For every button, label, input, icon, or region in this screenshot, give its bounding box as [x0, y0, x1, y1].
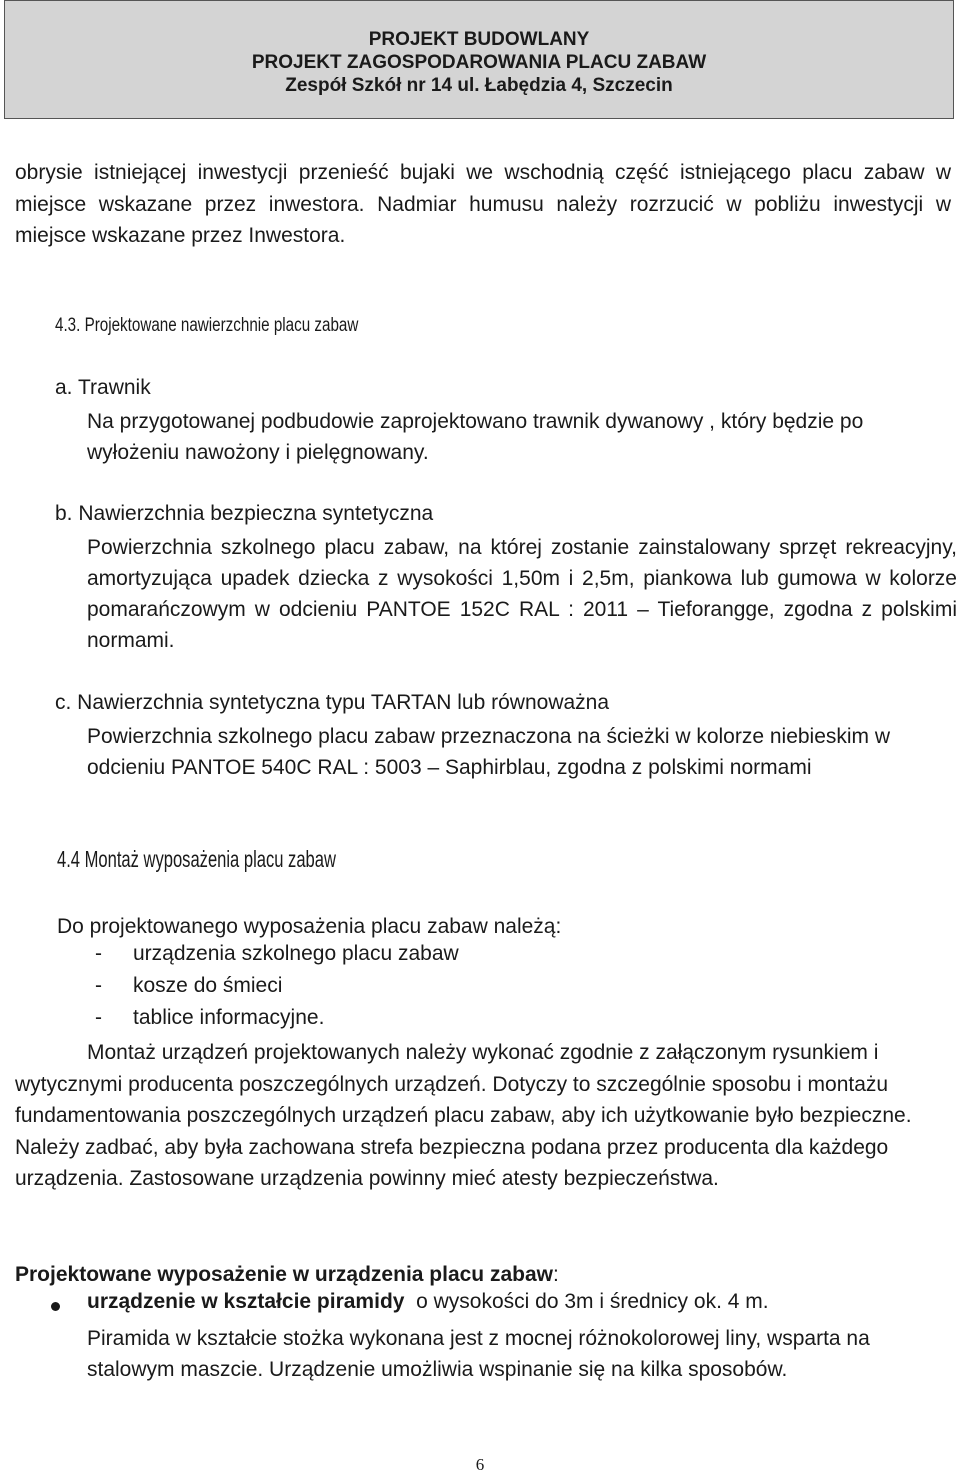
bullet-icon — [51, 1302, 60, 1311]
item-a-body: Na przygotowanej podbudowie zaprojektowano trawnik dywanowy , który będzie po wyłożeniu nawożony i pielęgnowany. — [87, 410, 864, 464]
equipment-intro: Do projektowanego wyposażenia placu zabaw należą: — [57, 915, 562, 938]
item-b-body: Powierzchnia szkolnego placu zabaw, na której zostanie zainstalowany sprzęt rekreacyjny, amortyzująca upadek dziecka z wysokości 1,50m i 2,5m, piankowa lub gumowa w kolorze pomarańczowym w odcieniu PANTOE 152C RAL : 2011 – Tieforangge, zgodna z polskimi normami. — [87, 536, 957, 652]
list-item: - kosze do śmieci — [95, 974, 283, 997]
item-c-body: Powierzchnia szkolnego placu zabaw przeznaczona na ścieżki w kolorze niebieskim w odcieniu PANTOE 540C RAL : 5003 – Saphirblau, zgodna z polskimi normami — [87, 725, 891, 779]
list-item-text: kosze do śmieci — [133, 974, 283, 997]
equipment-heading-colon: : — [553, 1263, 559, 1286]
equipment-heading-text: Projektowane wyposażenie w urządzenia placu zabaw — [15, 1263, 553, 1286]
header-line-3: Zespół Szkół nr 14 ul. Łabędzia 4, Szczecin — [285, 75, 673, 96]
bullet-body: Piramida w kształcie stożka wykonana jest z mocnej różnokolorowej liny, wsparta na stalowym maszcie. Urządzenie umożliwia wspinanie się na kilka sposobów. — [87, 1327, 870, 1381]
list-item: - urządzenia szkolnego placu zabaw — [95, 942, 459, 965]
bullet-title-bold: urządzenie w kształcie piramidy — [87, 1290, 405, 1313]
intro-paragraph: obrysie istniejącej inwestycji przenieść bujaki we wschodnią część istniejącego placu zabaw w miejsce wskazane przez inwestora. Nadmiar humusu należy rozrzucić w pobliżu inwestycji w miejsce wskazane przez Inwestora. — [15, 161, 951, 247]
section-4-3-title: 4.3. Projektowane nawierzchnie placu zabaw — [55, 315, 359, 336]
bullet-title-rest: o wysokości do 3m i średnicy ok. 4 m. — [404, 1290, 769, 1313]
list-item: - tablice informacyjne. — [95, 1006, 325, 1029]
header-line-1: PROJEKT BUDOWLANY — [368, 29, 590, 50]
list-item-text: urządzenia szkolnego placu zabaw — [133, 942, 459, 965]
item-c-title: c. Nawierzchnia syntetyczna typu TARTAN lub równoważna — [55, 691, 610, 714]
item-b-title: b. Nawierzchnia bezpieczna syntetyczna — [55, 502, 434, 525]
equipment-heading — [15, 1259, 951, 1291]
header-line-2: PROJEKT ZAGOSPODAROWANIA PLACU ZABAW — [251, 52, 707, 73]
document-header — [4, 0, 954, 119]
installation-paragraph: Montaż urządzeń projektowanych należy wykonać zgodnie z załączonym rysunkiem i wytycznymi producenta poszczególnych urządzeń. Dotyczy to szczególnie sposobu i montażu fundamentowania poszczególnych urządzeń placu zabaw, aby ich użytkowanie było bezpieczne. Należy zadbać, aby była zachowana strefa bezpieczna podana przez producenta dla każdego urządzenia. Zastosowane urządzenia powinny mieć atesty bezpieczeństwa. — [15, 1041, 912, 1190]
item-a-title: a. Trawnik — [55, 376, 151, 399]
page-number: 6 — [475, 1455, 485, 1474]
bullet-title — [87, 1290, 769, 1314]
list-item-text: tablice informacyjne. — [133, 1006, 325, 1029]
section-4-4-title: 4.4 Montaż wyposażenia placu zabaw — [57, 846, 336, 872]
